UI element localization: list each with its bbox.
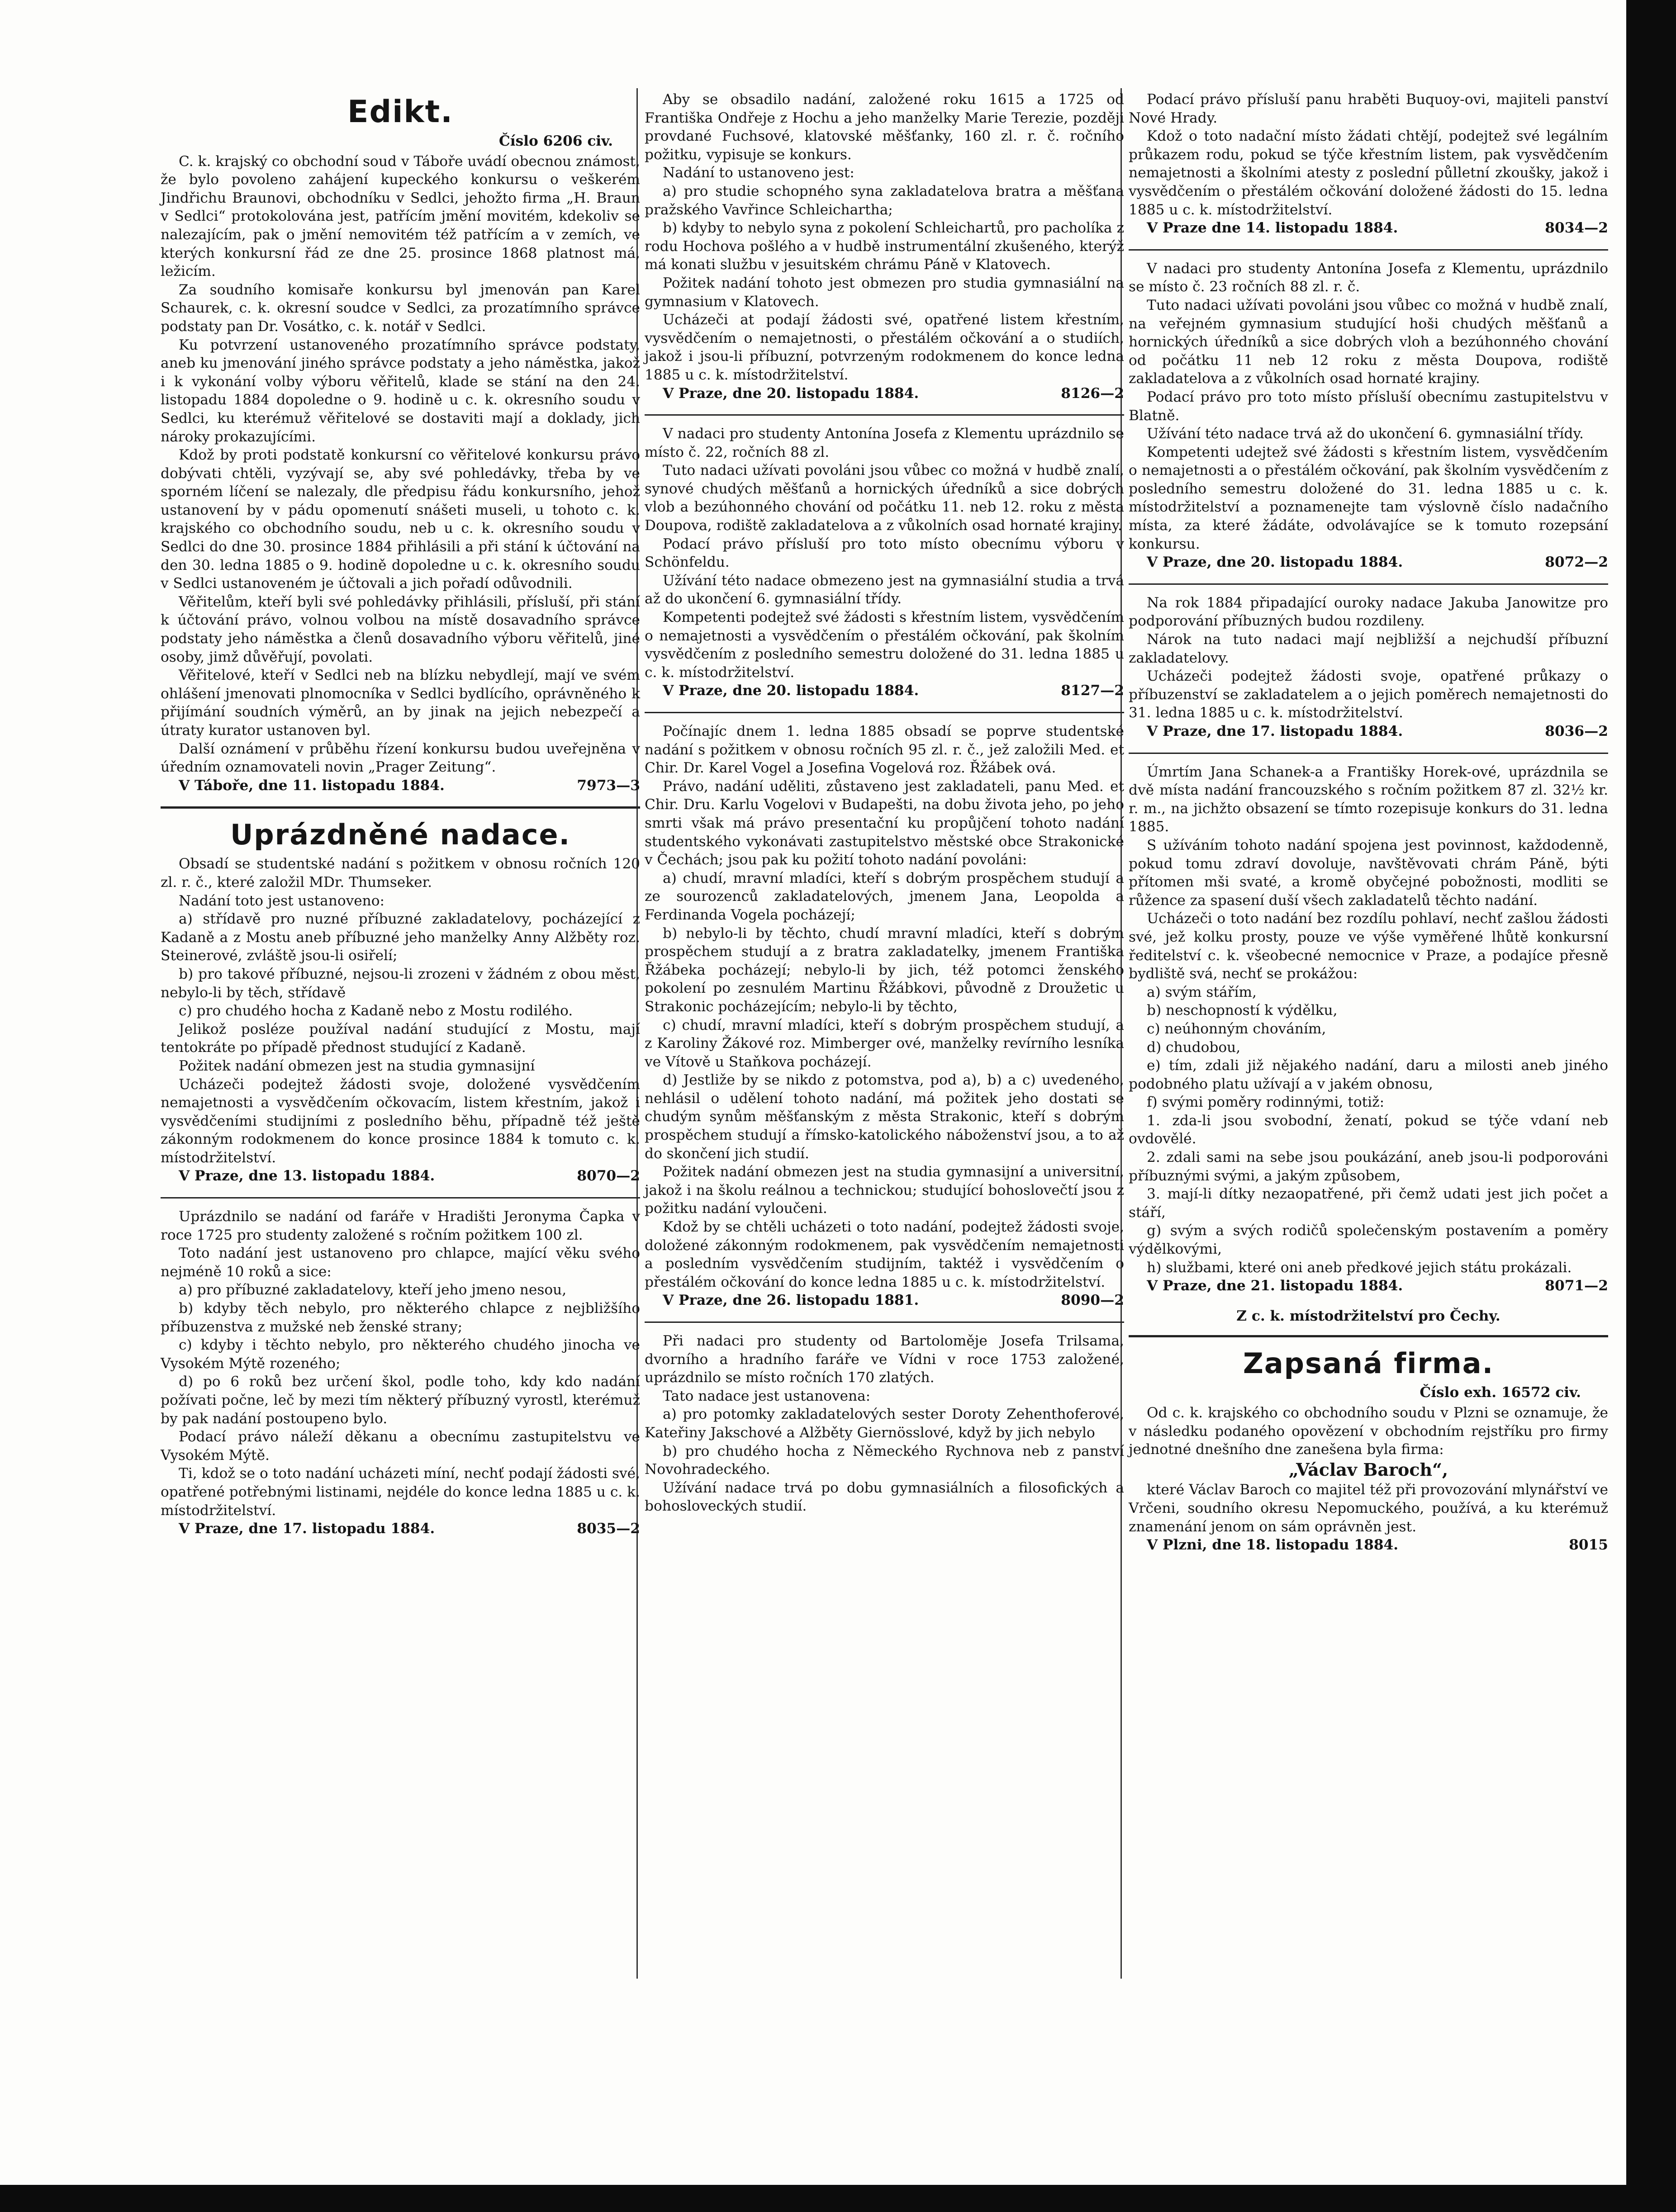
reference-number: 8071—2: [1545, 1278, 1608, 1294]
list-item: f) svými poměry rodinnými, totiž:: [1147, 1094, 1385, 1111]
paragraph: Požitek nadání tohoto jest obmezen pro studia gymnasiální na gymnasium v Klatovech.: [645, 275, 1124, 310]
paragraph: Kdož o toto nadační místo žádati chtějí, podejtež své legálním průkazem rodu, pokud se týče křestním listem, pak vysvědčením nemajetnosti a školními atesty z poslední půlletní zkoušky, jakož i vysvědčením o přestálém očkování doložené žádosti do 15. ledna 1885 u c. k. místodržitelství.: [1129, 128, 1608, 218]
paragraph: b) nebylo-li by těchto, chudí mravní mladíci, kteří s dobrým prospěchem studují a z bratra zakladatelky, jmenem Františka Řžábeka pocházejí; nebylo-li by jich, též potomci ženského pokolení po zesnulém Martinu Řžábkovi, původně z Droužetic u Strakonic pocházejícím; nebylo-li by těchto,: [645, 925, 1124, 1015]
reference-number: 8127—2: [1061, 682, 1124, 699]
place-date: V Praze, dne 20. listopadu 1884.: [663, 385, 919, 402]
reference-number: 8070—2: [577, 1168, 640, 1184]
column-middle: [645, 90, 1124, 1516]
paragraph: Kdož by proti podstatě konkursní co věřitelové konkursu právo dobývati chtěli, vyzývají se, aby své pohledávky, třeba by ve sporném líčení se nalezaly, dle předpisu řádu konkursního, jehož ustanovení by v pádu opomenutí snášeti museli, u tohoto c. k. krajského co obchodního soudu, neb u c. k. okresního soudu v Sedlci do dne 30. prosince 1884 přihlásili a při stání k účtování na den 30. ledna 1885 o 9. hodině dopoledne u c. k. okresního soudu v Sedlci ustanoveném je účtovali a jich pořadí odůvodnili.: [161, 447, 640, 592]
paragraph: b) kdyby to nebylo syna z pokolení Schleichartů, pro pacholíka z rodu Hochova pošlého a v hudbě instrumentální zkušeného, kterýž má konati službu v jesuitském chrámu Páně v Klatovech.: [645, 220, 1124, 273]
paragraph: Podací právo přísluší panu hraběti Buquoy-ovi, majiteli panství Nové Hrady.: [1129, 91, 1608, 126]
firma-number: Číslo exh. 16572 civ.: [1420, 1384, 1581, 1401]
place-date-line: [645, 384, 1124, 403]
place-date: V Praze dne 14. listopadu 1884.: [1147, 220, 1398, 237]
place-date-line: [645, 1291, 1124, 1310]
paragraph: V nadaci pro studenty Antonína Josefa z Klementu uprázdnilo se místo č. 22, ročních 88 zl.: [645, 426, 1124, 460]
reference-number: 8036—2: [1545, 723, 1608, 739]
paragraph: Ti, kdož se o toto nadání ucházeti míní, nechť podají žádosti své, opatřené potřebnými listinami, nejdéle do konce ledna 1885 u c. k. místodržitelství.: [161, 1465, 640, 1519]
paragraph: Toto nadání jest ustanoveno pro chlapce, mající věku svého nejméně 10 roků a sice:: [161, 1245, 640, 1280]
paragraph: c) kdyby i těchto nebylo, pro některého chudého jinocha ve Vysokém Mýtě rozeného;: [161, 1337, 640, 1372]
scan-border-right: [1626, 0, 1676, 2212]
signature-line: Z c. k. místodržitelství pro Čechy.: [1236, 1307, 1500, 1324]
paragraph: Nadání to ustanoveno jest:: [663, 165, 855, 181]
place-date-line: [1129, 553, 1608, 572]
edikt-heading: Edikt.: [347, 94, 453, 130]
place-date-line: [161, 777, 640, 795]
paragraph: Uprázdnilo se nadání od faráře v Hradišti Jeronyma Čapka v roce 1725 pro studenty založené s ročním požitkem 100 zl.: [161, 1208, 640, 1243]
section-divider: [161, 1197, 640, 1198]
place-date: V Plzni, dne 18. listopadu 1884.: [1147, 1537, 1399, 1554]
firm-name: „Václav Baroch“,: [1288, 1459, 1448, 1480]
reference-number: 8034—2: [1545, 220, 1608, 237]
place-date: V Praze, dne 13. listopadu 1884.: [179, 1168, 435, 1184]
paragraph: Jelikož posléze používal nadání studující z Mostu, mají tentokráte po případě přednost studující z Kadaně.: [161, 1021, 640, 1056]
paragraph: Tuto nadaci užívati povoláni jsou vůbec co možná v hudbě znalí, synové chudých měšťanů a hornických úředníků a sice dobrých vlob a bezúhonného chování od počátku 11. neb 12. roku z města Doupova, rodiště zakladatelova a z vůkolních osad hornaté krajiny.: [645, 462, 1124, 534]
paragraph: a) pro příbuzné zakladatelovy, kteří jeho jmeno nesou,: [179, 1282, 567, 1298]
list-item: a) svým stářím,: [1147, 984, 1257, 1000]
paragraph: Podací právo náleží děkanu a obecnímu zastupitelstvu ve Vysokém Mýtě.: [161, 1429, 640, 1464]
paragraph: b) kdyby těch nebylo, pro některého chlapce z nejbližšího příbuzenstva z mužské neb ženské strany;: [161, 1300, 640, 1335]
paragraph: C. k. krajský co obchodní soud v Táboře uvádí obecnou známost, že bylo povoleno zahájení kupeckého konkursu o veškerém Jindřichu Braunovi, obchodníku v Sedlci, jehožto firma „H. Braun v Sedlci“ protokolována jest, patřícím jmění movitém, kdekoliv se nalezajícím, pak o jmění nemovitém též patřícím a v zemích, ve kterých konkursní řád ze dne 25. prosince 1868 platnost má, ležicím.: [161, 153, 640, 280]
paragraph: d) Jestliže by se nikdo z potomstva, pod a), b) a c) uvedeného, nehlásil o udělení tohoto nadání, má požitek jeho dostati se chudým synům měšťanským z města Strakonic, kteří s dobrým prospěchem studují a římsko-katolického náboženství jsou, a to až do skončení jich studií.: [645, 1072, 1124, 1162]
paragraph: Ucházeči podejtež žádosti svoje, opatřené průkazy o příbuzenství se zakladatelem a o jejich poměrech nemajetnosti do 31. ledna 1885 u c. k. místodržitelství.: [1129, 668, 1608, 721]
paragraph: S užíváním tohoto nadání spojena jest povinnost, každodenně, pokud tomu zdraví dovoluje, navštěvovati chrám Páně, býti přítomen mši svaté, a kromě obyčejné pobožnosti, modliti se růžence za spasení duší všech zakladatelů těchto nadání.: [1129, 837, 1608, 909]
paragraph: Tuto nadaci užívati povoláni jsou vůbec co možná v hudbě znalí, na veřejném gymnasium studující hoši chudých měšťanů a hornických úředníků a sice dobrých vloh a bezúhonného chování od počátku 11 neb 12 roku z města Doupova, rodiště zakladatelova a z vůkolních osad hornaté krajiny.: [1129, 297, 1608, 387]
section-divider: [645, 1322, 1124, 1323]
list-item: 2. zdali sami na sebe jsou poukázání, aneb jsou-li podporováni příbuznými svými, a jakým způsobem,: [1129, 1149, 1608, 1184]
place-date-line: [1129, 1536, 1608, 1554]
section-divider: [1129, 583, 1608, 585]
paragraph: Právo, nadání uděliti, zůstaveno jest zakladateli, panu Med. et Chir. Dru. Karlu Vogelovi v Budapešti, na dobu života jeho, po jeho smrti však má právo presentační ku propůjčení tohoto nadání studentského vykonávati zastupitelstvo městské obce Strakonické v Čechách; jsou pak ku požití tohoto nadání povoláni:: [645, 778, 1124, 868]
paragraph: Užívání této nadace obmezeno jest na gymnasiální studia a trvá až do ukončení 6. gymnasiální třídy.: [645, 572, 1124, 607]
paragraph: Aby se obsadilo nadání, založené roku 1615 a 1725 od Františka Ondřeje z Hochu a jeho manželky Marie Terezie, později provdané Fuchsové, klatovské měšťanky, 160 zl. r. č. ročního požitku, vypisuje se konkurs.: [645, 91, 1124, 163]
paragraph: Věřitelům, kteří byli své pohledávky přihlásili, přísluší, při stání k účtování právo, volnou volbou na místě dosavadního správce podstaty jeho náměstka a členů dosavadního výboru věřitelů, jiné osoby, jimž důvěřují, povolati.: [161, 593, 640, 665]
paragraph: b) pro chudého hocha z Německého Rychnova neb z panství Novohradeckého.: [645, 1443, 1124, 1478]
paragraph: c) chudí, mravní mladíci, kteří s dobrým prospěchem studují, a z Karoliny Žákové roz. Mimberger ové, manželky revírního lesníka ve Vítově u Staňkova pocházejí.: [645, 1017, 1124, 1070]
paragraph: Kompetenti podejtež své žádosti s křestním listem, vysvědčením o nemajetnosti a vysvědčením o přestálém očkování, pak školním vysvědčením z posledního semestru doložené do 31. ledna 1885 u c. k. místodržitelství.: [645, 609, 1124, 681]
place-date: V Praze, dne 17. listopadu 1884.: [1147, 723, 1403, 739]
place-date: V Praze, dne 20. listopadu 1884.: [1147, 554, 1403, 571]
section-divider: [645, 712, 1124, 713]
list-item: h) službami, které oni aneb předkové jejich státu prokázali.: [1147, 1259, 1572, 1276]
place-date: V Praze, dne 21. listopadu 1884.: [1147, 1278, 1403, 1294]
paragraph: c) pro chudého hocha z Kadaně nebo z Mostu rodilého.: [179, 1003, 573, 1019]
paragraph: a) pro studie schopného syna zakladatelova bratra a měšťana pražského Vavřince Schleichartha;: [645, 183, 1124, 218]
paragraph: Nadání toto jest ustanoveno:: [179, 892, 385, 909]
paragraph: a) střídavě pro nuzné příbuzné zakladatelovy, pocházející z Kadaně a z Mostu aneb příbuzné jeho manželky Anny Alžběty roz. Steinerové, zvláště jsou-li osiřelí;: [161, 911, 640, 964]
paragraph: Počínajíc dnem 1. ledna 1885 obsadí se poprve studentské nadání s požitkem v obnosu ročních 95 zl. r. č., jež založili Med. et Chir. Dr. Karel Vogel a Josefina Vogelová roz. Řžábek ová.: [645, 723, 1124, 777]
list-item: d) chudobou,: [1147, 1039, 1241, 1056]
paragraph: Podací právo přísluší pro toto místo obecnímu výboru v Schönfeldu.: [645, 535, 1124, 571]
paragraph: Požitek nadání obmezen jest na studia gymnasijní a universitní, jakož i na školu reálnou a technickou; studující bohoslovečtí jsou z požitku nadání vyloučeni.: [645, 1164, 1124, 1217]
paragraph: a) pro potomky zakladatelových sester Doroty Zehenthoferové, Kateřiny Jakschové a Alžběty Giernösslové, když by jich nebylo: [645, 1406, 1124, 1441]
paragraph: Věřitelové, kteří v Sedlci neb na blízku nebydlejí, mají ve svém ohlášení jmenovati plnomocníka v Sedlci bydlícího, oprávněného k přijímání soudních výměrů, an by jinak na jejich nebezpečí a útraty kurator ustanoven byl.: [161, 667, 640, 739]
paragraph: Obsadí se studentské nadání s požitkem v obnosu ročních 120 zl. r. č., které založil MDr. Thumseker.: [161, 856, 640, 890]
paragraph: Ucházeči at podají žádosti své, opatřené listem křestním, vysvědčením o nemajetnosti, o přestálém očkování a o studiích, jakož i jsou-li příbuzní, potvrzeným rodokmenem do konce ledna 1885 u c. k. místodržitelství.: [645, 312, 1124, 383]
paragraph: Ku potvrzení ustanoveného prozatímního správce podstaty, aneb ku jmenování jiného správce podstaty a jeho náměstka, jakož i k vykonání volby výboru věřitelů, klade se stání na den 24. listopadu 1884 dopoledne o 9. hodině u c. k. okresního soudu v Sedlci, ku kterémuž věřitelové se dostaviti mají a doklady, jich nároky prokazujícími.: [161, 336, 640, 445]
paragraph: Podací právo pro toto místo přísluší obecnímu zastupitelstvu v Blatně.: [1129, 388, 1608, 424]
list-item: e) tím, zdali již nějakého nadání, daru a milosti aneb jiného podobného platu užívají a v jakém obnosu,: [1129, 1057, 1608, 1092]
list-item: 1. zda-li jsou svobodní, ženatí, pokud se týče vdaní neb ovdovělé.: [1129, 1112, 1608, 1147]
section-divider: [1129, 1335, 1608, 1337]
reference-number: 8126—2: [1061, 385, 1124, 402]
paragraph: Požitek nadání obmezen jest na studia gymnasijní: [179, 1057, 535, 1074]
nadace-heading: Uprázdněné nadace.: [230, 818, 571, 852]
paragraph: Na rok 1884 připadající ouroky nadace Jakuba Janowitze pro podporování příbuzných budou rozdileny.: [1129, 594, 1608, 630]
paragraph: b) pro takové příbuzné, nejsou-li zrozeni v žádném z obou měst, nebylo-li by těch, střídavě: [161, 966, 640, 1001]
paragraph: Ucházeči o toto nadání bez rozdílu pohlaví, nechť zašlou žádosti své, jež kolku prosty, pouze ve výše vyměřené lhůtě konkursní ředitelství c. k. všeobecné nemocnice v Praze, a podajíce přesně bydliště svá, nechť se prokážou:: [1129, 910, 1608, 982]
section-divider: [1129, 753, 1608, 754]
paragraph: Tato nadace jest ustanovena:: [663, 1388, 871, 1404]
reference-number: 8072—2: [1545, 554, 1608, 571]
reference-number: 8090—2: [1061, 1292, 1124, 1309]
list-item: g) svým a svých rodičů společenským postavením a poměry výdělkovými,: [1129, 1222, 1608, 1258]
list-item: 3. mají-li dítky nezaopatřené, při čemž udati jest jich počet a stáří,: [1129, 1186, 1608, 1221]
edikt-number: Číslo 6206 civ.: [499, 133, 613, 149]
paragraph: Kdož by se chtěli ucházeti o toto nadání, podejtež žádosti svoje, doložené zákonným rodokmenem, pak vysvědčením nemajetnosti a posledním vysvědčením studijním, taktéž i vysvědčením o přestálém očkování do konce ledna 1885 u c. k. místodržitelství.: [645, 1219, 1124, 1290]
firma-heading: Zapsaná firma.: [1243, 1347, 1494, 1380]
paragraph: Kompetenti udejtež své žádosti s křestním listem, vysvědčením o nemajetnosti a o přestálém očkování, pak školním vysvědčením z posledního semestru doložené do 31. ledna 1885 u c. k. místodržitelství a poznamenejte tam výslovně číslo nadačního místa, za které žádáte, odvolávajíce se k tomuto rozepsání konkursu.: [1129, 444, 1608, 552]
paragraph: d) po 6 roků bez určení škol, podle toho, kdy kdo nadání požívati počne, leč by mezi tím některý příbuzný vyrostl, kterémuž by pak nadání postoupeno bylo.: [161, 1374, 640, 1427]
place-date-line: [1129, 1277, 1608, 1295]
place-date-line: [1129, 722, 1608, 741]
list-item: b) neschopností k výdělku,: [1147, 1002, 1338, 1019]
place-date-line: [645, 682, 1124, 700]
reference-number: 7973—3: [577, 777, 640, 794]
section-divider: [161, 806, 640, 809]
paragraph: Užívání této nadace trvá až do ukončení 6. gymnasiální třídy.: [1147, 426, 1584, 442]
section-divider: [1129, 249, 1608, 251]
paragraph: Nárok na tuto nadaci mají nejbližší a nejchudší příbuzní zakladatelovy.: [1129, 631, 1608, 666]
paragraph: Úmrtím Jana Schanek-a a Františky Horek-ové, uprázdnila se dvě místa nadání francouzského s ročním požitkem 87 zl. 32½ kr. r. m., na jichžto obsazení se tímto rozepisuje konkurs do 31. ledna 1885.: [1129, 763, 1608, 835]
scan-border-bottom: [0, 2185, 1676, 2212]
place-date-line: [161, 1520, 640, 1538]
place-date: V Praze, dne 26. listopadu 1881.: [663, 1292, 919, 1309]
list-item: c) neúhonným chováním,: [1147, 1020, 1326, 1037]
paragraph: V nadaci pro studenty Antonína Josefa z Klementu, uprázdnilo se místo č. 23 ročních 88 zl. r. č.: [1129, 260, 1608, 295]
section-divider: [645, 414, 1124, 416]
paragraph: Ucházeči podejtež žádosti svoje, doložené vysvědčením nemajetnosti a vysvědčením očkovacím, listem křestním, jakož i vysvědčeními studijními z posledního běhu, případně též ještě zákonným rodokmenem do konce prosince 1884 k tomuto c. k. místodržitelství.: [161, 1076, 640, 1166]
paragraph: Užívání nadace trvá po dobu gymnasiálních a filosofických a bohosloveckých studií.: [645, 1479, 1124, 1515]
paragraph: a) chudí, mravní mladíci, kteří s dobrým prospěchem studují a ze sourozenců zakladatelových, jmenem Jana, Leopolda a Ferdinanda Vogela pocházejí;: [645, 870, 1124, 923]
paragraph: Další oznámení v průběhu řízení konkursu budou uveřejněna v úředním oznamovateli novin „Prager Zeitung“.: [161, 740, 640, 776]
place-date-line: [1129, 219, 1608, 237]
reference-number: 8035—2: [577, 1520, 640, 1537]
column-left: [161, 90, 640, 1550]
place-date: V Praze, dne 20. listopadu 1884.: [663, 682, 919, 699]
paragraph: Od c. k. krajského co obchodního soudu v Plzni se oznamuje, že v následku podaného opovězení v obchodním rejstříku pro firmy jednotné dnešního dne zanešena byla firma:: [1129, 1405, 1608, 1458]
paragraph: které Václav Baroch co majitel též při provozování mlynářství ve Vrčeni, soudního okresu Nepomuckého, používá, a ku kterémuž znamenání jenom on sám oprávněn jest.: [1129, 1482, 1608, 1535]
paragraph: Při nadaci pro studenty od Bartoloměje Josefa Trilsama, dvorního a hradního faráře ve Vídni v roce 1753 založené, uprázdnilo se místo ročních 170 zlatých.: [645, 1333, 1124, 1386]
place-date: V Táboře, dne 11. listopadu 1884.: [179, 777, 445, 794]
paragraph: Za soudního komisaře konkursu byl jmenován pan Karel Schaurek, c. k. okresní soudce v Sedlci, za prozatímního správce podstaty pan Dr. Vosátko, c. k. notář v Sedlci.: [161, 281, 640, 335]
reference-number: 8015: [1569, 1537, 1608, 1554]
place-date-line: [161, 1167, 640, 1185]
column-right: [1129, 90, 1608, 1566]
place-date: V Praze, dne 17. listopadu 1884.: [179, 1520, 435, 1537]
